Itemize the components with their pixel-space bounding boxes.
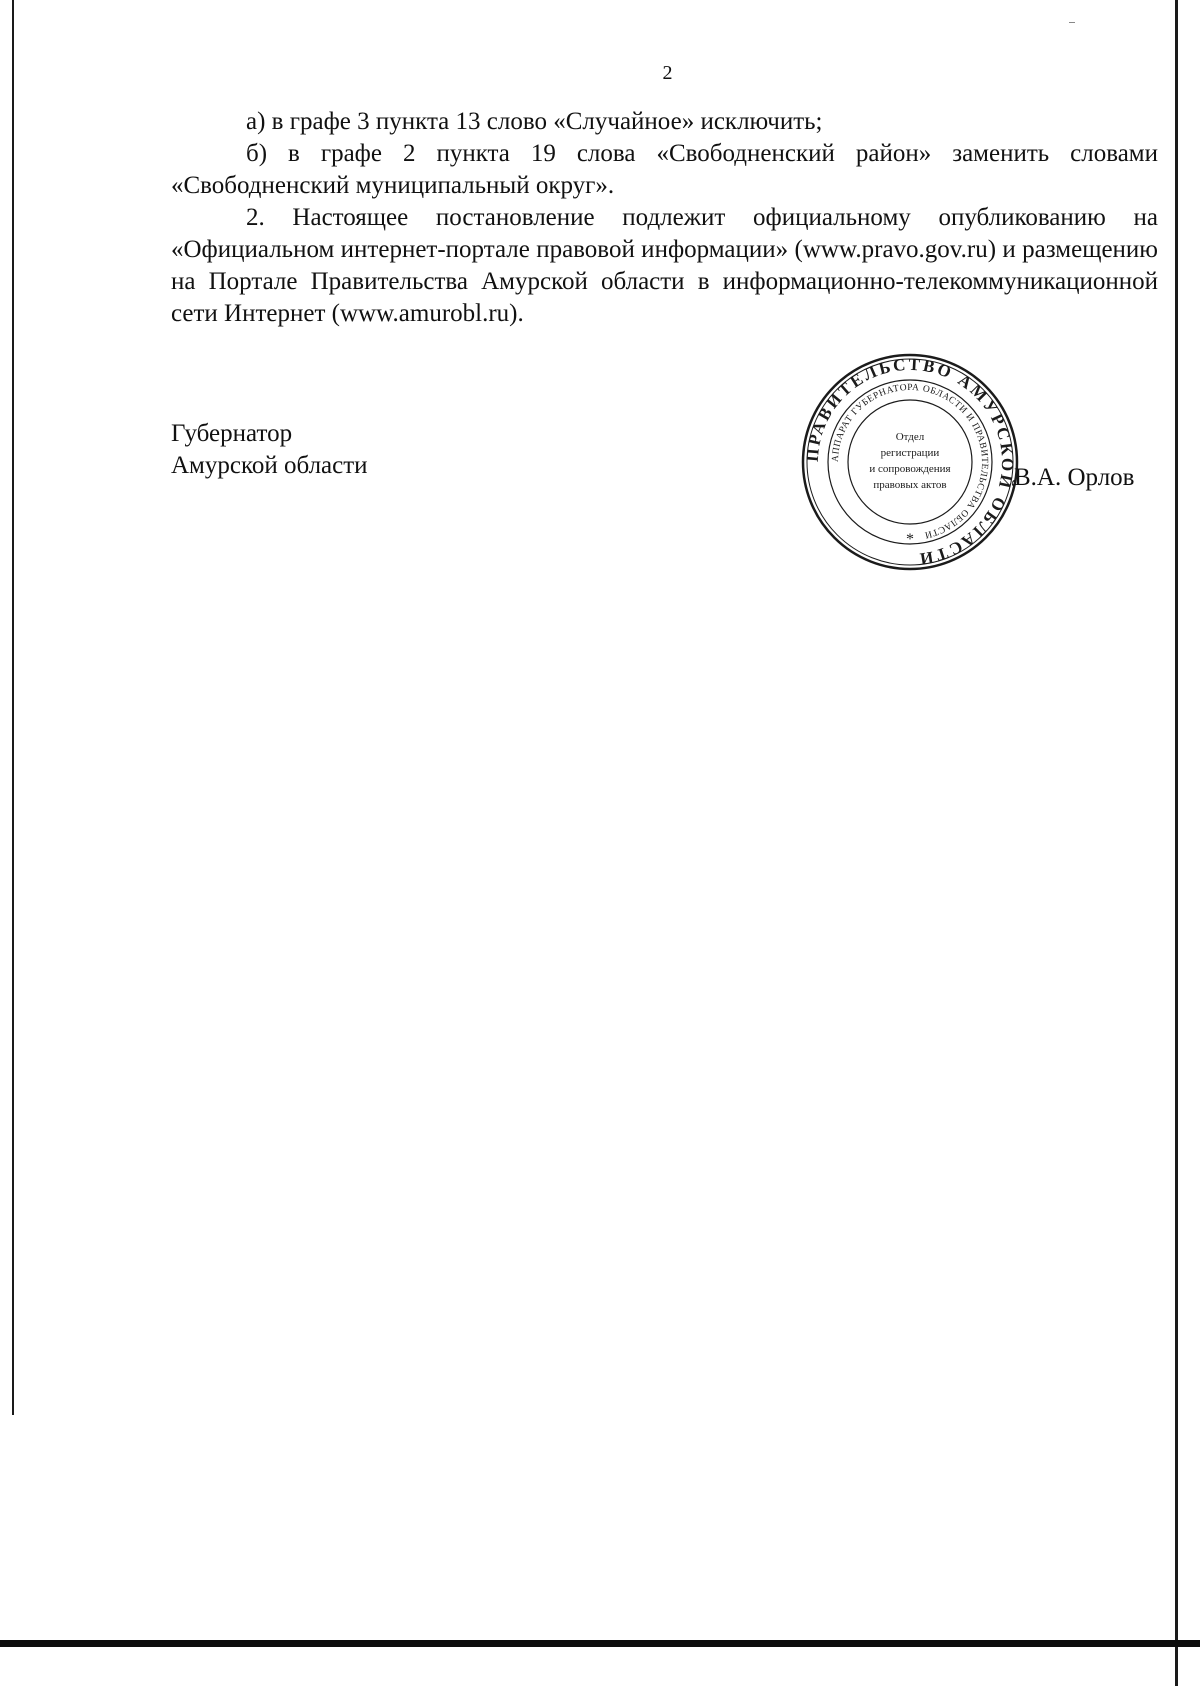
signer-region: Амурской области	[171, 452, 368, 479]
signer-position: Губернатор	[171, 420, 293, 447]
scan-edge-bottom	[0, 1640, 1200, 1647]
seal-center-line-4: правовых актов	[873, 479, 947, 491]
seal-star: *	[906, 531, 914, 548]
seal-middle-ring	[828, 380, 992, 544]
svg-text:АППАРАТ ГУБЕРНАТОРА ОБЛАСТИ И	[831, 383, 989, 540]
signer-name: В.А. Орлов	[1014, 464, 1135, 491]
scan-edge-left	[12, 0, 14, 1415]
paragraph-publication: 2. Настоящее постановление подлежит официальному опубликованию на «Официальном интернет-портале правовой информации» (www.pravo.gov.ru) и размещению на Портале Правительства Амурской области в информационно-телекоммуникационной сети Интернет (www.amurobl.ru).	[171, 204, 1158, 327]
seal-inner-ring	[848, 400, 972, 524]
seal-center-line-1: Отдел	[895, 431, 925, 443]
paragraph-item-b: б) в графе 2 пункта 19 слова «Свободненский район» заменить словами «Свободненский муниципальный округ».	[171, 140, 1158, 199]
seal-inner-text: АППАРАТ ГУБЕРНАТОРА ОБЛАСТИ И ПРАВИТЕЛЬСТВА ОБЛАСТИ	[830, 382, 990, 540]
signer-title	[171, 418, 368, 482]
official-seal	[800, 352, 1020, 572]
seal-outer-text: ПРАВИТЕЛЬСТВО АМУРСКОЙ ОБЛАСТИ	[802, 354, 1018, 569]
seal-center-line-3: и сопровождения	[869, 463, 951, 475]
page-number: 2	[662, 62, 673, 84]
paragraph-item-a: а) в графе 3 пункта 13 слово «Случайное» исключить;	[246, 108, 823, 135]
scan-speck	[1069, 22, 1075, 23]
seal-center-line-2: регистрации	[880, 447, 940, 459]
scan-edge-right	[1175, 0, 1178, 1686]
document-body	[171, 106, 1158, 330]
